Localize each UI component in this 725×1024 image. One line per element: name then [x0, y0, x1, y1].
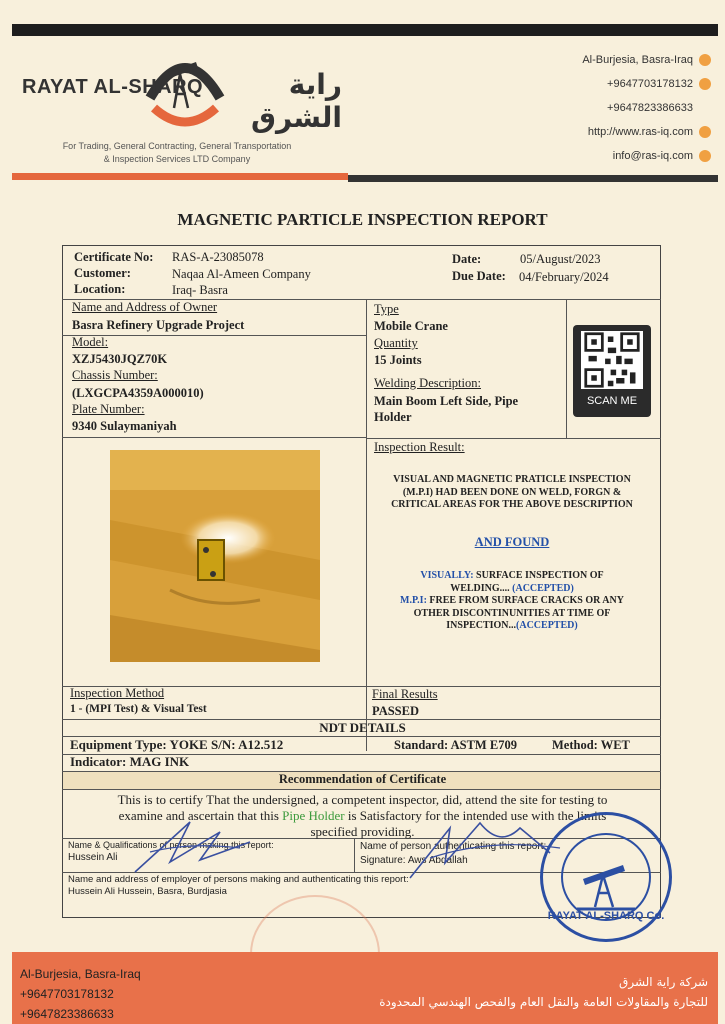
- crane-boom-photo-icon: [110, 450, 320, 662]
- customer-label: Customer:: [74, 266, 131, 280]
- ndt-standard: Standard: ASTM E709: [394, 738, 517, 752]
- ndt-method: Method: WET: [552, 738, 630, 752]
- date-label: Date:: [452, 252, 482, 266]
- welding-label: Welding Description:: [374, 376, 481, 390]
- qr-code-icon: [581, 331, 643, 389]
- plate-value: 9340 Sulaymaniyah: [72, 419, 177, 433]
- type-value: Mobile Crane: [374, 319, 448, 333]
- maker-value: Hussein Ali: [68, 852, 118, 863]
- inspection-method-label: Inspection Method: [70, 686, 165, 700]
- company-stamp: [540, 812, 672, 942]
- owner-value: Basra Refinery Upgrade Project: [72, 318, 245, 332]
- owner-label: Name and Address of Owner: [72, 300, 218, 314]
- row-divider: [62, 789, 661, 790]
- footer-bar: [12, 952, 718, 1024]
- type-label: Type: [374, 302, 399, 316]
- col-divider: [354, 838, 355, 872]
- company-logo: [22, 38, 342, 168]
- footer-contacts: Al-Burjesia, Basra-Iraq +9647703178132 +9647823386633: [20, 967, 141, 1021]
- final-results-value: PASSED: [372, 704, 420, 718]
- certificate-label: Certificate No:: [74, 250, 154, 264]
- quantity-label: Quantity: [374, 336, 418, 350]
- employer-value: Hussein Ali Hussein, Basra, Burdjasia: [68, 886, 227, 897]
- row-divider: [62, 437, 366, 438]
- footer-arabic-name: شركة راية الشرق للتجارة والمقاولات العامة والنقل العام والفحص الهندسي المحدودة: [379, 975, 708, 1009]
- date-value: 05/August/2023: [520, 252, 601, 266]
- stamp-text: RAYAT AL-SHARQ Co.: [547, 910, 665, 922]
- stamp-pump-icon: [563, 835, 649, 919]
- company-tagline: For Trading, General Contracting, General Transportation & Inspection Services LTD Company: [62, 141, 292, 164]
- location-label: Location:: [74, 282, 126, 296]
- location-value: Iraq- Basra: [172, 283, 228, 297]
- chassis-value: (LXGCPA4359A000010): [72, 386, 204, 400]
- stamp-inner-ring: [561, 833, 651, 921]
- recommendation-heading: Recommendation of Certificate: [278, 772, 447, 786]
- inspection-method-value: 1 - (MPI Test) & Visual Test: [70, 703, 207, 715]
- ndt-indicator: Indicator: MAG INK: [70, 754, 190, 769]
- certificate-value: RAS-A-23085078: [172, 250, 264, 264]
- qr-divider: [566, 299, 567, 438]
- inspector-signature-icon: [130, 812, 270, 882]
- ndt-equipment: Equipment Type: YOKE S/N: A12.512: [70, 737, 284, 752]
- inspection-findings: VISUALLY: SURFACE INSPECTION OF WELDING.... (ACCEPTED) M.P.I: FREE FROM SURFACE CRACKS OR ANY OTHER DISCONTINUNITIES AT TIME OF INSPECTION...(ACCEPTED): [400, 570, 624, 631]
- location-icon: [699, 54, 711, 66]
- qr-code[interactable]: [573, 325, 651, 417]
- header-divider-dark: [348, 175, 718, 182]
- quantity-value: 15 Joints: [374, 353, 422, 367]
- ndt-heading: NDT DETAILS: [319, 720, 406, 735]
- brand-name-arabic: راية الشرق: [250, 68, 342, 134]
- contact-address: Al-Burjesia, Basra-Iraq: [471, 48, 711, 72]
- inspection-result-label: Inspection Result:: [374, 440, 465, 454]
- phone-icon: [699, 78, 711, 90]
- authenticator-value: Signature: Aws Abdallah: [360, 855, 468, 866]
- final-results-label: Final Results: [372, 687, 438, 701]
- authenticator-label: Name of person authenticating this report:: [360, 841, 547, 852]
- header-divider-orange: [12, 173, 348, 180]
- and-found-heading: AND FOUND: [474, 535, 550, 549]
- row-divider: [366, 438, 661, 439]
- inspection-result-summary: VISUAL AND MAGNETIC PRATICLE INSPECTION (M.P.I) HAD BEEN DONE ON WELD, FORGN & CRITICAL AREAS FOR THE ABOVE DESCRIPTION: [391, 474, 633, 510]
- brand-name-english: RAYAT AL-SHARQ: [22, 76, 204, 98]
- header-top-bar: [12, 24, 718, 36]
- customer-value: Naqaa Al-Ameen Company: [172, 267, 311, 281]
- plate-label: Plate Number:: [72, 402, 145, 416]
- qr-scan-label: SCAN ME: [586, 395, 638, 407]
- inspection-photo: [110, 450, 320, 662]
- chassis-label: Chassis Number:: [72, 368, 158, 382]
- contact-phone-1: +9647703178132: [471, 72, 711, 96]
- contact-list: [471, 48, 711, 168]
- contact-phone-2: +9647823386633: [607, 102, 693, 114]
- contact-email[interactable]: info@ras-iq.com: [471, 144, 711, 168]
- mail-icon: [699, 150, 711, 162]
- welding-value-2: Holder: [374, 410, 412, 424]
- col-divider: [366, 299, 367, 751]
- maker-label: Name & Qualifications of person making this report:: [68, 840, 274, 850]
- certification-statement: This is to certify That the undersigned, a competent inspector, did, attend the site for testing to examine and ascertain that this Pipe Holder is Satisfactory for the intended use with the limits specified providing.: [117, 792, 608, 839]
- employer-label: Name and address of employer of persons making and authenticating this report:: [68, 874, 409, 885]
- due-date-value: 04/February/2024: [519, 270, 609, 284]
- welding-value-1: Main Boom Left Side, Pipe: [374, 394, 519, 408]
- contact-website[interactable]: http://www.ras-iq.com: [471, 120, 711, 144]
- due-date-label: Due Date:: [452, 269, 506, 283]
- globe-icon: [699, 126, 711, 138]
- report-title: MAGNETIC PARTICLE INSPECTION REPORT: [177, 210, 548, 229]
- model-value: XZJ5430JQZ70K: [72, 352, 168, 366]
- model-label: Model:: [72, 335, 109, 349]
